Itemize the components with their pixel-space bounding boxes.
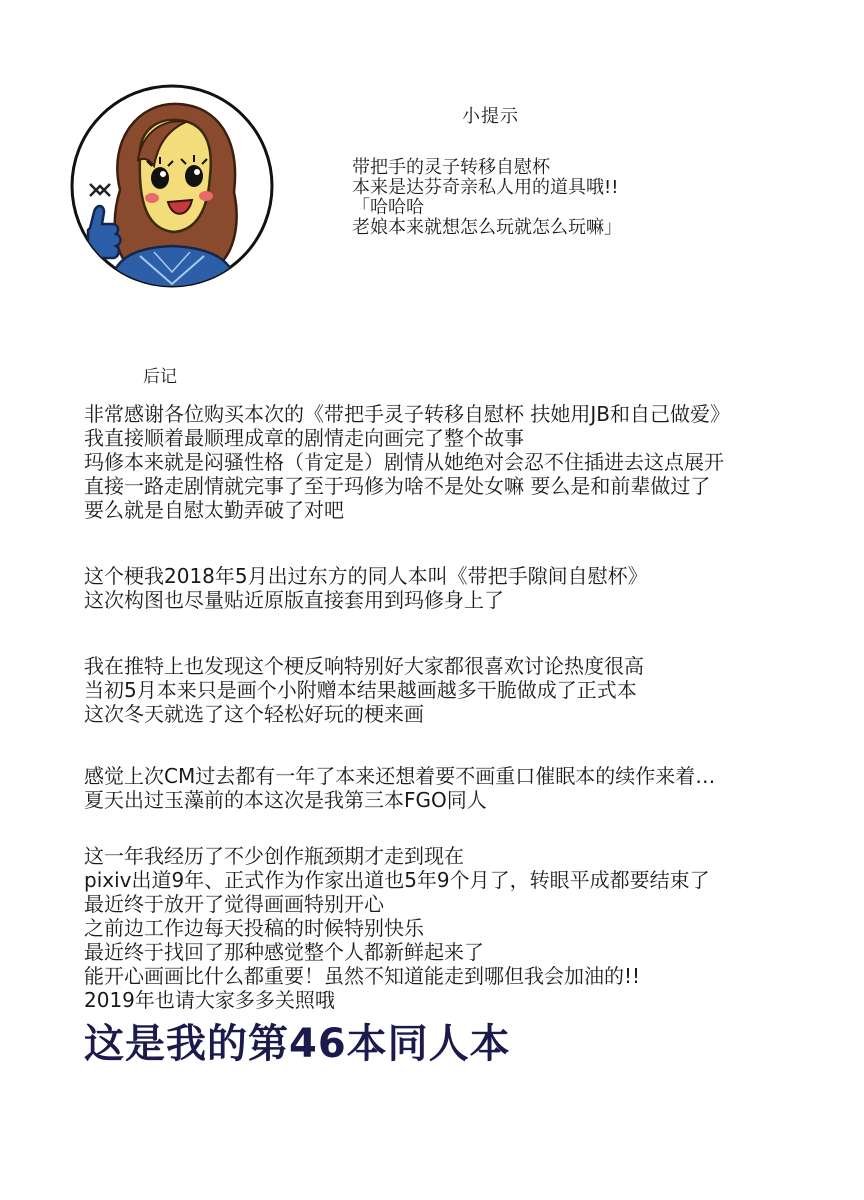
text-line: 感觉上次CM过去都有一年了本来还想着要不画重口催眠本的续作来着…: [84, 764, 716, 788]
text-line: 非常感谢各位购买本次的《带把手灵子转移自慰杯 扶她用JB和自己做爱》: [84, 402, 730, 426]
tip-line: 老娘本来就想怎么玩就怎么玩嘛」: [352, 217, 622, 238]
paragraph: [84, 764, 824, 812]
paragraph: [84, 402, 824, 522]
tip-line: 「哈哈哈: [352, 197, 424, 218]
text-line: 我在推特上也发现这个梗反响特别好大家都很喜欢讨论热度很高: [84, 654, 644, 678]
tip-title: 小提示: [462, 106, 519, 127]
text-line: 这次冬天就选了这个轻松好玩的梗来画: [84, 702, 424, 726]
cartoon-girl-thumbs-up-icon: [68, 80, 276, 292]
afterword-title: 后记: [143, 367, 177, 387]
tip-line: 带把手的灵子转移自慰杯: [352, 157, 550, 178]
text-line: 最近终于找回了那种感觉整个人都新鲜起来了: [84, 940, 484, 964]
text-line: 这个梗我2018年5月出过东方的同人本叫《带把手隙间自慰杯》: [84, 564, 648, 588]
text-line: 2019年也请大家多多关照哦: [84, 988, 335, 1012]
text-line: pixiv出道9年、正式作为作家出道也5年9个月了，转眼平成都要结束了: [84, 868, 710, 892]
tip-text: [352, 158, 772, 238]
text-line: 玛修本来就是闷骚性格（肯定是）剧情从她绝对会忍不住插进去这点展开: [84, 450, 724, 474]
afterword-body: [84, 402, 824, 1012]
text-line: 能开心画画比什么都重要！虽然不知道能走到哪但我会加油的!!: [84, 964, 641, 988]
text-line: 这次构图也尽量贴近原版直接套用到玛修身上了: [84, 588, 504, 612]
text-line: 这一年我经历了不少创作瓶颈期才走到现在: [84, 844, 464, 868]
paragraph: [84, 844, 824, 1012]
tip-line: 本来是达芬奇亲私人用的道具哦!!: [352, 177, 619, 198]
text-line: 最近终于放开了觉得画画特别开心: [84, 892, 384, 916]
text-line: 我直接顺着最顺理成章的剧情走向画完了整个故事: [84, 426, 524, 450]
author-avatar: [68, 80, 276, 292]
paragraph: [84, 654, 824, 726]
text-line: 要么就是自慰太勤弄破了对吧: [84, 498, 344, 522]
text-line: 夏天出过玉藻前的本这次是我第三本FGO同人: [84, 788, 487, 812]
text-line: 当初5月本来只是画个小附赠本结果越画越多干脆做成了正式本: [84, 678, 637, 702]
text-line: 之前边工作边每天投稿的时候特别快乐: [84, 916, 424, 940]
paragraph: [84, 564, 824, 612]
closing-statement: 这是我的第46本同人本: [84, 1021, 511, 1067]
text-line: 直接一路走剧情就完事了至于玛修为啥不是处女嘛 要么是和前辈做过了: [84, 474, 711, 498]
